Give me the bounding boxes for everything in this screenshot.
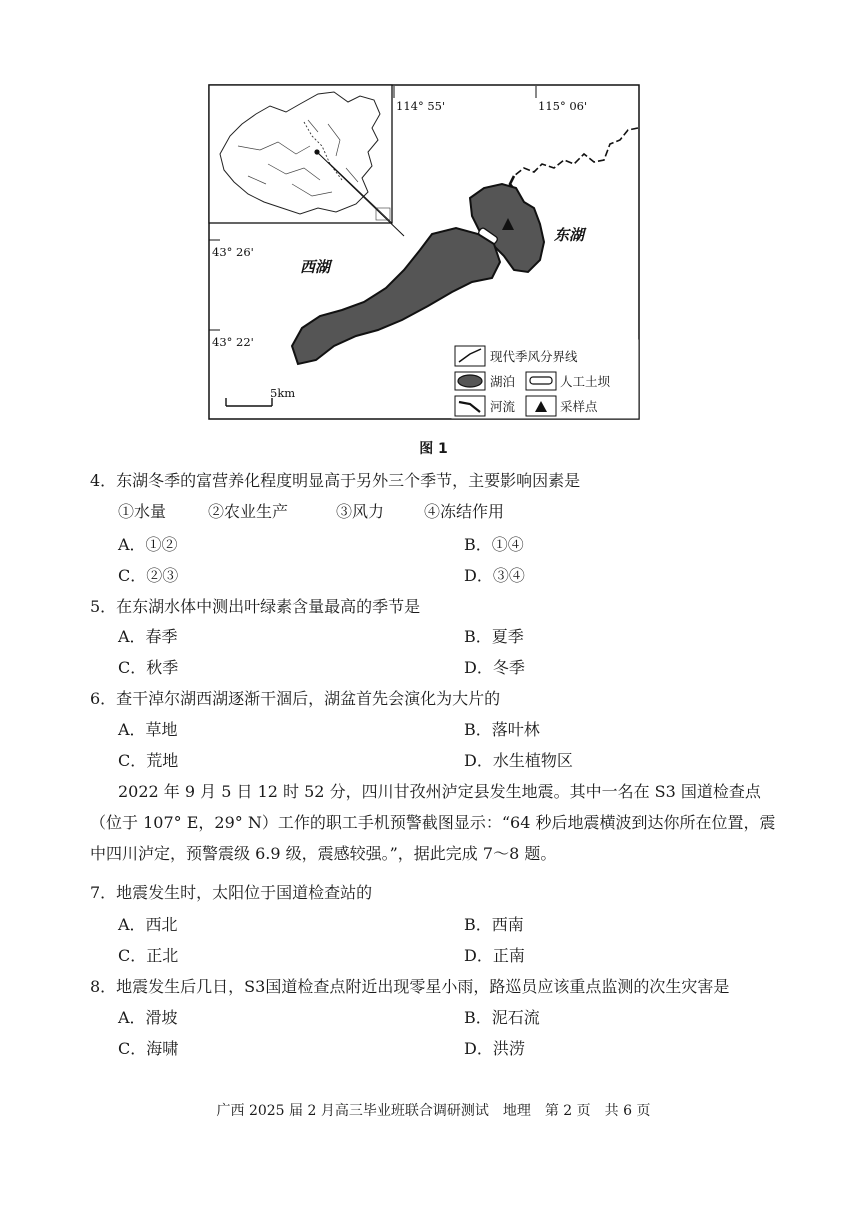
q8-option-d[interactable]: D．洪涝 bbox=[464, 1039, 525, 1058]
q4-factor-3: ③风力 bbox=[336, 502, 385, 521]
q8-option-a[interactable]: A．滑坡 bbox=[118, 1008, 178, 1027]
q4-factor-2: ②农业生产 bbox=[208, 502, 289, 521]
scale-label: 5km bbox=[270, 386, 296, 400]
coord-lon-2: 115° 06' bbox=[538, 99, 588, 113]
figure-caption: 图 1 bbox=[419, 441, 448, 457]
q4-option-c[interactable]: C．②③ bbox=[118, 566, 179, 585]
coord-lat-2: 43° 22' bbox=[212, 335, 254, 349]
question-7-stem: 7．地震发生时，太阳位于国道检查站的 bbox=[90, 883, 373, 902]
legend bbox=[452, 340, 638, 418]
question-8-stem: 8．地震发生后几日，S3国道检查点附近出现零星小雨，路巡员应该重点监测的次生灾害是 bbox=[90, 977, 730, 996]
legend-dam-label: 人工土坝 bbox=[560, 374, 611, 389]
q5-option-a[interactable]: A．春季 bbox=[118, 627, 178, 646]
coord-lon-1: 114° 55' bbox=[396, 99, 446, 113]
q6-option-a[interactable]: A．草地 bbox=[118, 720, 178, 739]
q7-option-c[interactable]: C．正北 bbox=[118, 946, 179, 965]
q6-option-d[interactable]: D．水生植物区 bbox=[464, 751, 573, 770]
q4-option-b[interactable]: B．①④ bbox=[464, 535, 524, 554]
map-svg bbox=[208, 84, 640, 420]
question-5-stem: 5．在东湖水体中测出叶绿素含量最高的季节是 bbox=[90, 597, 421, 616]
q4-option-a[interactable]: A．①② bbox=[118, 535, 178, 554]
legend-lake-label: 湖泊 bbox=[490, 374, 516, 389]
west-lake-label: 西湖 bbox=[300, 258, 331, 276]
inset-china-map bbox=[209, 85, 404, 236]
legend-sample-label: 采样点 bbox=[560, 399, 598, 414]
q4-factor-4: ④冻结作用 bbox=[424, 502, 505, 521]
q8-option-b[interactable]: B．泥石流 bbox=[464, 1008, 540, 1027]
q8-option-c[interactable]: C．海啸 bbox=[118, 1039, 179, 1058]
q6-option-b[interactable]: B．落叶林 bbox=[464, 720, 540, 739]
q7-option-d[interactable]: D．正南 bbox=[464, 946, 525, 965]
q4-factor-1: ①水量 bbox=[118, 502, 167, 521]
legend-monsoon-label: 现代季风分界线 bbox=[490, 349, 578, 364]
q7-option-b[interactable]: B．西南 bbox=[464, 915, 524, 934]
question-6-stem: 6．查干淖尔湖西湖逐渐干涸后，湖盆首先会演化为大片的 bbox=[90, 689, 501, 708]
q4-option-d[interactable]: D．③④ bbox=[464, 566, 525, 585]
q5-option-c[interactable]: C．秋季 bbox=[118, 658, 179, 677]
q6-option-c[interactable]: C．荒地 bbox=[118, 751, 179, 770]
east-lake-label: 东湖 bbox=[554, 226, 585, 244]
legend-dam-swatch bbox=[530, 377, 552, 384]
q5-option-b[interactable]: B．夏季 bbox=[464, 627, 524, 646]
coord-lat-1: 43° 26' bbox=[212, 245, 254, 259]
page-footer: 广西 2025 届 2 月高三毕业班联合调研测试 地理 第 2 页 共 6 页 bbox=[216, 1103, 651, 1119]
legend-river-label: 河流 bbox=[490, 399, 516, 414]
question-4-stem: 4．东湖冬季的富营养化程度明显高于另外三个季节，主要影响因素是 bbox=[90, 471, 581, 490]
q7-option-a[interactable]: A．西北 bbox=[118, 915, 178, 934]
earthquake-passage: 2022 年 9 月 5 日 12 时 52 分，四川甘孜州泸定县发生地震。其中一名在 S3 国道检查点（位于 107° E，29° N）工作的职工手机预警截图显示：“64 秒后地震横波到达你所在位置，震中四川泸定，预警震级 6.9 级，震感较强。”，据此完成 7～8 题。 bbox=[90, 782, 776, 863]
legend-lake-swatch bbox=[458, 375, 482, 387]
q5-option-d[interactable]: D．冬季 bbox=[464, 658, 525, 677]
lake-map-figure bbox=[208, 84, 640, 420]
